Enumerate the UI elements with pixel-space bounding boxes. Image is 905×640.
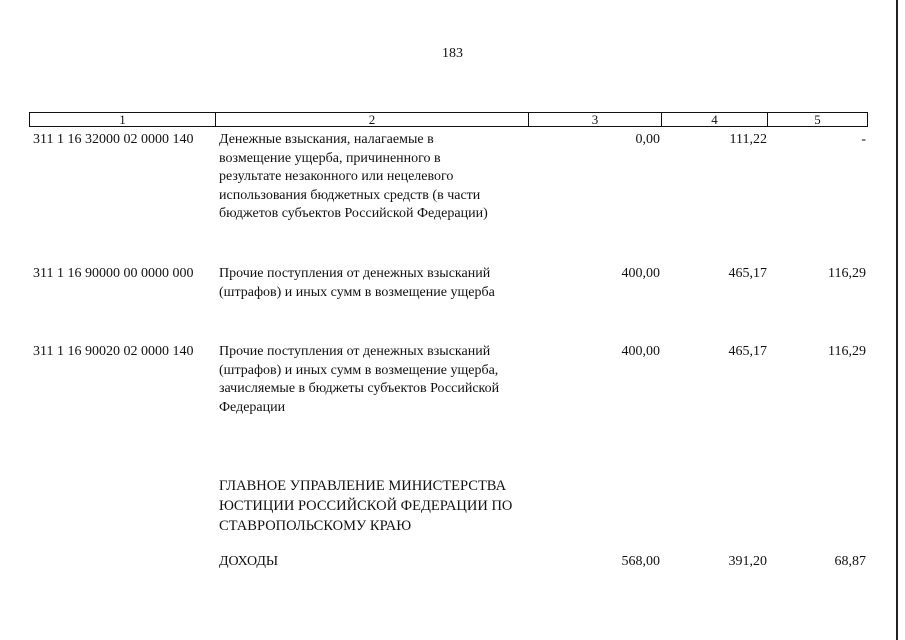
organization-line: СТАВРОПОЛЬСКОМУ КРАЮ [219, 518, 412, 534]
value-col-4: 391,20 [728, 554, 767, 569]
organization-line: ЮСТИЦИИ РОССИЙСКОЙ ФЕДЕРАЦИИ ПО [219, 498, 513, 514]
page-number: 183 [442, 46, 463, 61]
value-col-5: 116,29 [828, 344, 866, 359]
description-line: зачисляемые в бюджеты субъектов Российской [219, 381, 500, 396]
header-col-5: 5 [767, 112, 868, 127]
scan-edge-line [896, 0, 898, 640]
budget-code: 311 1 16 32000 02 0000 140 [33, 132, 194, 147]
budget-code: 311 1 16 90020 02 0000 140 [33, 344, 194, 359]
description-line: (штрафов) и иных сумм в возмещение ущерба, [219, 362, 499, 378]
income-label: ДОХОДЫ [219, 554, 279, 569]
description-line: использования бюджетных средств (в части [219, 187, 481, 203]
row-description [219, 343, 539, 417]
value-col-5: - [861, 132, 866, 147]
value-col-3: 568,00 [621, 554, 660, 569]
header-col-4: 4 [661, 112, 768, 127]
header-col-1: 1 [29, 112, 216, 127]
description-line: Федерации [219, 399, 286, 415]
description-line: (штрафов) и иных сумм в возмещение ущерба [219, 284, 495, 300]
value-col-4: 465,17 [728, 266, 767, 281]
description-line: результате незаконного или нецелевого [219, 169, 454, 184]
header-col-2: 2 [215, 112, 529, 127]
description-line: возмещение ущерба, причиненного в [219, 150, 441, 166]
value-col-4: 465,17 [728, 344, 767, 359]
row-description [219, 265, 539, 302]
value-col-3: 400,00 [621, 344, 660, 359]
table-header [29, 112, 868, 127]
row-description [219, 131, 539, 224]
value-col-4: 111,22 [729, 132, 767, 147]
description-line: Прочие поступления от денежных взысканий [219, 266, 491, 281]
header-col-3: 3 [528, 112, 662, 127]
organization-heading [219, 476, 549, 536]
value-col-5: 68,87 [834, 554, 866, 569]
organization-line: ГЛАВНОЕ УПРАВЛЕНИЕ МИНИСТЕРСТВА [219, 478, 507, 494]
value-col-5: 116,29 [828, 266, 866, 281]
value-col-3: 0,00 [635, 132, 660, 147]
budget-code: 311 1 16 90000 00 0000 000 [33, 266, 194, 281]
description-line: бюджетов субъектов Российской Федерации) [219, 206, 488, 221]
description-line: Денежные взыскания, налагаемые в [219, 132, 434, 147]
description-line: Прочие поступления от денежных взысканий [219, 344, 491, 359]
value-col-3: 400,00 [621, 266, 660, 281]
